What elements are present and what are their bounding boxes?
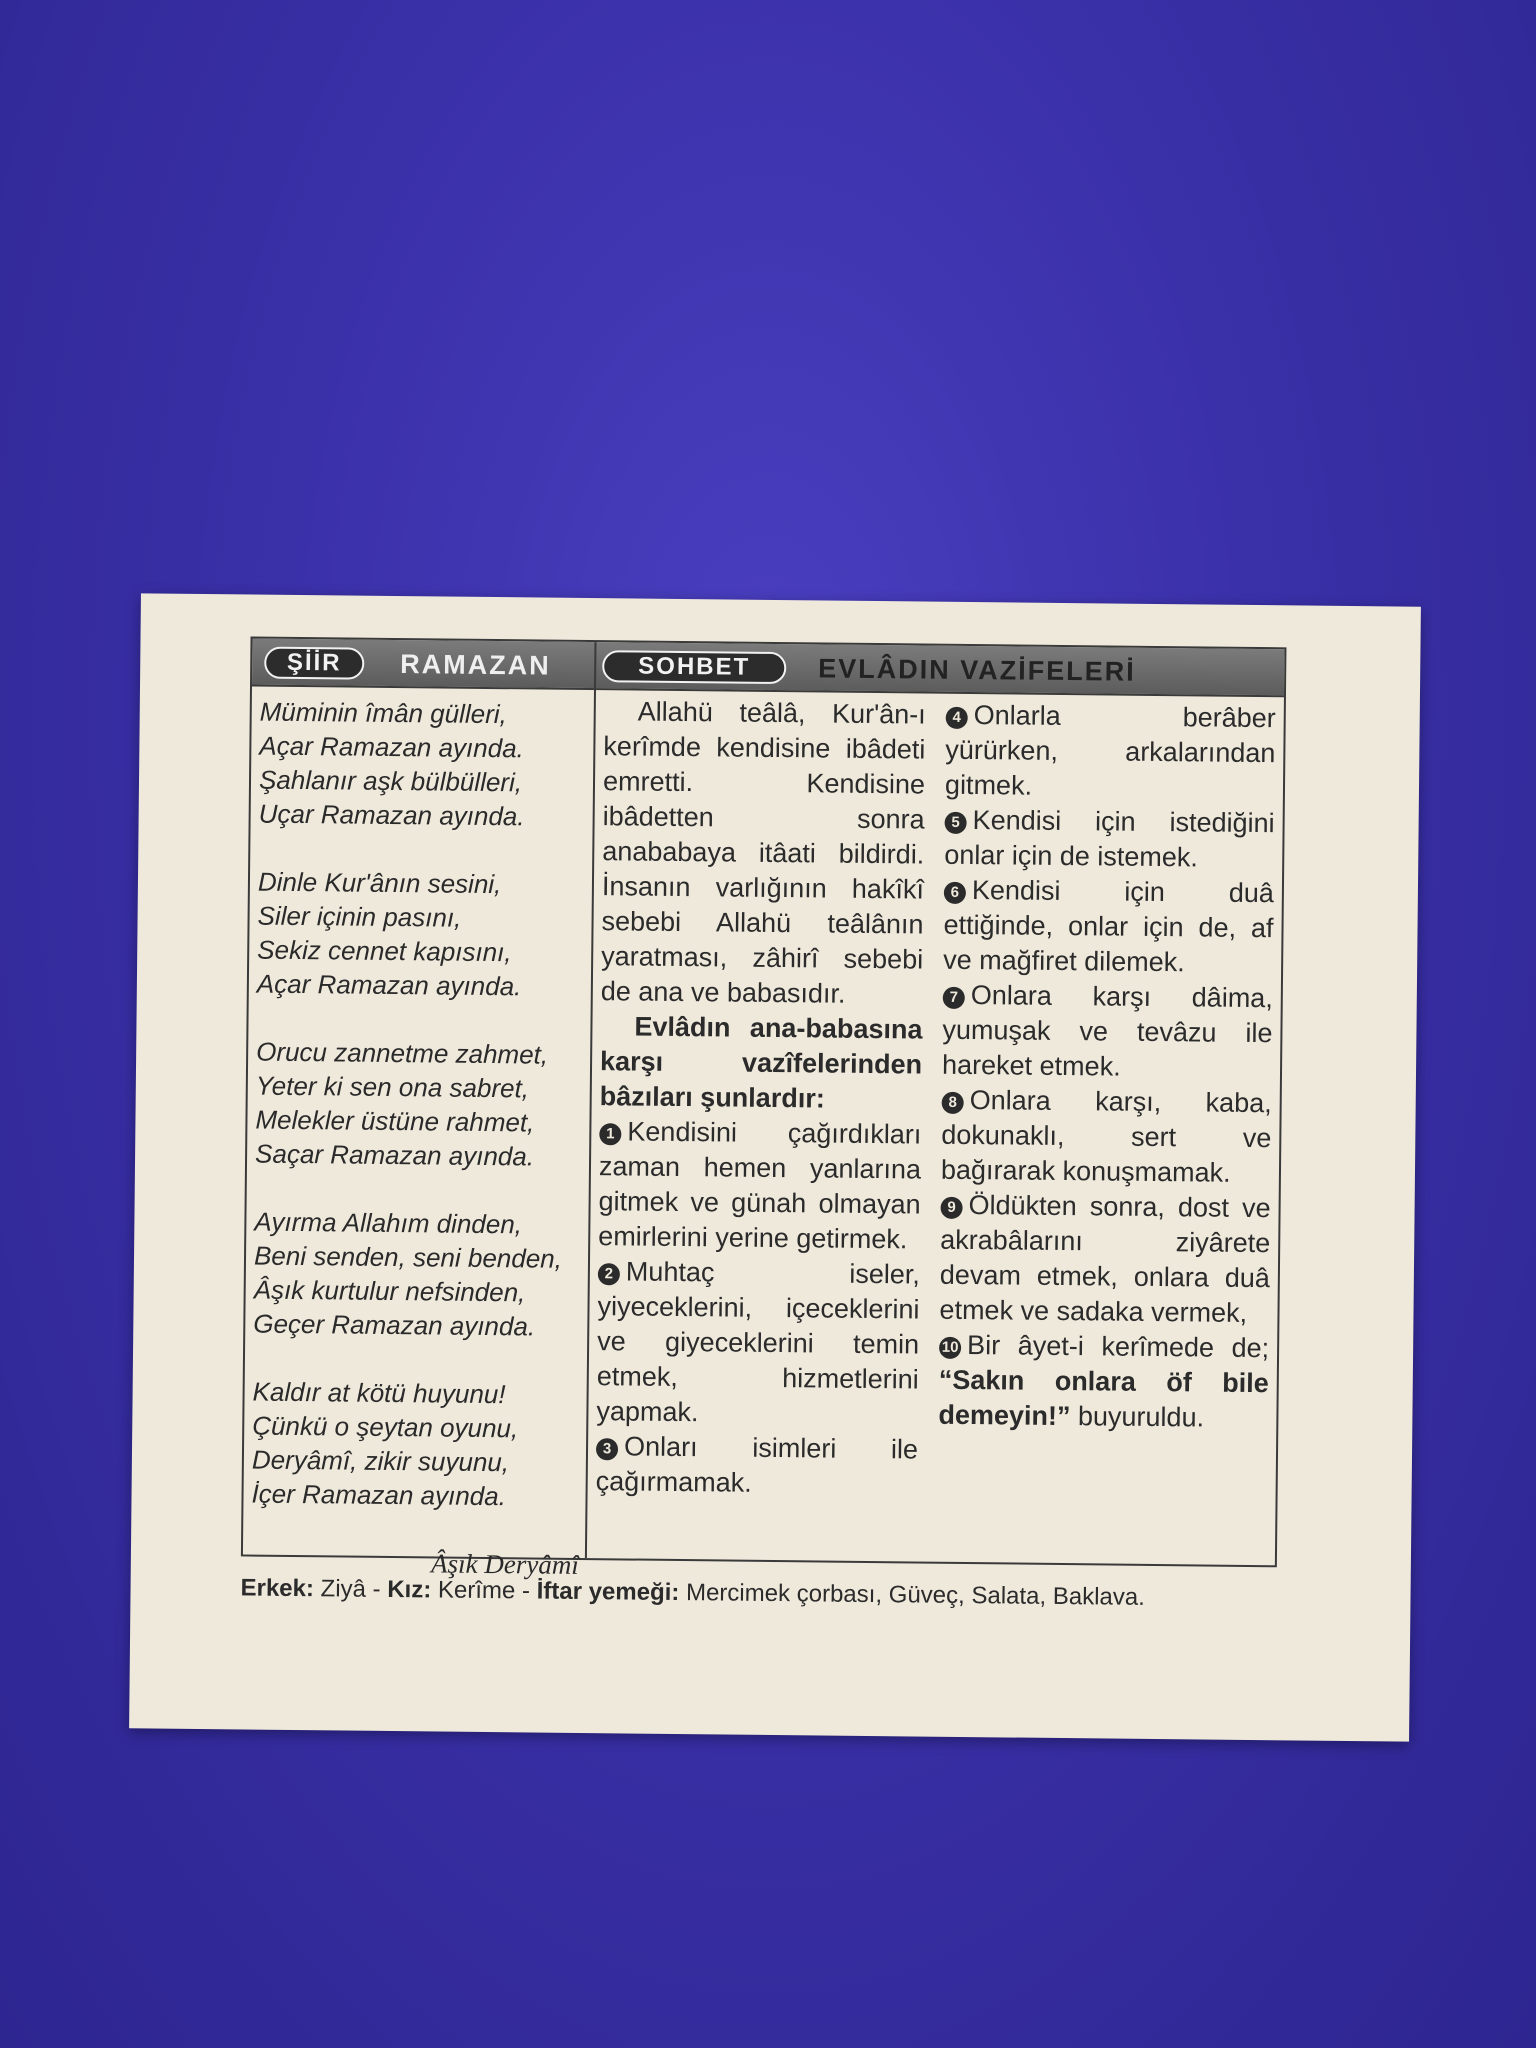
poem-line: Açar Ramazan ayında. (256, 968, 522, 1002)
poem-line: Siler içinin pasını, (257, 900, 462, 933)
number-badge-icon: 7 (943, 987, 965, 1009)
number-badge-icon: 10 (939, 1337, 961, 1359)
poem-stanza (258, 695, 589, 834)
kiz-label: Kız: (387, 1575, 432, 1604)
poem-line: Uçar Ramazan ayında. (258, 798, 525, 832)
duty-item-7: 7 Onlara karşı dâima, yumuşak ve tevâzu ile hareket etmek. (941, 980, 1273, 1082)
poem-line: Âşık kurtulur nefsinden, (253, 1274, 526, 1308)
duty-item-3: 3 Onları isimleri ile çağırmamak. (595, 1431, 919, 1498)
poem-line: Açar Ramazan ayında. (259, 730, 525, 764)
poem-line: Ayırma Allahım dinden, (254, 1206, 523, 1240)
poem-stanza (255, 1035, 586, 1174)
poem-line: Kaldır at kötü huyunu! (252, 1376, 506, 1410)
poem-line: Dinle Kur'ânın sesini, (257, 866, 502, 900)
duty-item-2: 2 Muhtaç iseler, yiyeceklerini, içeceklerini ve giyeceklerini temin etmek, hizmetlerini yapmak. (596, 1256, 921, 1428)
kiz-value: Kerîme - (437, 1576, 531, 1605)
erkek-value: Ziyâ - (320, 1575, 381, 1603)
number-badge-icon: 2 (598, 1263, 620, 1285)
poem-line: Beni senden, seni benden, (253, 1240, 563, 1274)
poem-line: Saçar Ramazan ayında. (254, 1138, 535, 1172)
poem-title: RAMAZAN (400, 649, 551, 681)
article-intro: Allahü teâlâ, Kur'ân-ı kerîmde kendisine ibâdeti emretti. Kendisine ibâdetten sonra anababaya itâati bildirdi. İnsanın varlığının hakîkî sebebi Allahü teâlânın yaratması, zâhirî sebebi de ana ve babasıdır. (600, 696, 926, 1009)
poem-line: İçer Ramazan ayında. (251, 1478, 507, 1512)
article-title: EVLÂDIN VAZİFELERİ (818, 653, 1136, 687)
iftar-value: Mercimek çorbası, Güveç, Salata, Baklava. (685, 1579, 1146, 1611)
poem-line: Geçer Ramazan ayında. (253, 1308, 536, 1342)
article-column-2 (938, 698, 1276, 1436)
siir-badge: ŞİİR (264, 647, 364, 680)
number-badge-icon: 8 (942, 1092, 964, 1114)
article-frame (241, 636, 1287, 1580)
duty-item-8: 8 Onlara karşı, kaba, dokunaklı, sert ve bağırarak konuşmamak. (940, 1085, 1272, 1188)
number-badge-icon: 3 (596, 1438, 618, 1460)
poem-line: Melekler üstüne rahmet, (255, 1104, 535, 1138)
duty-item-9: 9 Öldükten sonra, dost ve akrabâlarını ziyârete devam etmek, onlara duâ etmek ve sadaka vermek, (939, 1190, 1271, 1328)
poem-line: Şahlanır aşk bülbülleri, (258, 764, 523, 798)
duty-item-4: 4 Onlarla berâber yürürken, arkalarından gitmek. (944, 700, 1276, 801)
poem-stanza (253, 1205, 584, 1344)
quote-text: “Sakın onlara öf bile demeyin!” (938, 1364, 1269, 1432)
poem-line: Orucu zannetme zahmet, (256, 1036, 549, 1070)
number-badge-icon: 6 (944, 882, 966, 904)
sohbet-badge: SOHBET (602, 650, 786, 684)
article-column-1 (596, 694, 926, 1502)
duty-item-10: 10 Bir âyet-i kerîmede de; “Sakın onlara öf bile demeyin!” buyuruldu. (938, 1330, 1270, 1433)
number-badge-icon: 1 (599, 1123, 621, 1145)
poem-stanza (251, 1375, 582, 1514)
article-subhead: Evlâdın ana-babasına karşı vazîfelerinden bâzıları şunlardır: (599, 1011, 923, 1114)
newspaper-clipping (129, 593, 1421, 1741)
duty-item-6: 6 Kendisi için duâ ettiğinde, onlar için de, af ve mağfiret dilemek. (943, 875, 1275, 978)
poem-line: Yeter ki sen ona sabret, (255, 1070, 530, 1104)
section-header (252, 638, 1284, 697)
footer-line (240, 1572, 1300, 1615)
poem-line: Deryâmî, zikir suyunu, (251, 1444, 510, 1478)
poem-line: Müminin îmân gülleri, (259, 696, 507, 730)
iftar-label: İftar yemeği: (536, 1577, 680, 1607)
poem-line: Sekiz cennet kapısını, (257, 934, 512, 968)
poem-stanza (257, 865, 588, 1004)
duty-item-5: 5 Kendisi için istediğini onlar için de istemek. (944, 805, 1275, 873)
erkek-label: Erkek: (240, 1574, 315, 1603)
poem-signature: Âşık Deryâmî (430, 1548, 579, 1580)
number-badge-icon: 9 (940, 1197, 962, 1219)
poem-column (251, 695, 590, 1582)
duty-item-1: 1 Kendisini çağırdıkları zaman hemen yanlarına gitmek ve günah olmayan emirlerini yerine getirmek. (598, 1116, 922, 1255)
poem-line: Çünkü o şeytan oyunu, (252, 1410, 519, 1444)
number-badge-icon: 5 (945, 812, 967, 834)
number-badge-icon: 4 (946, 707, 968, 729)
